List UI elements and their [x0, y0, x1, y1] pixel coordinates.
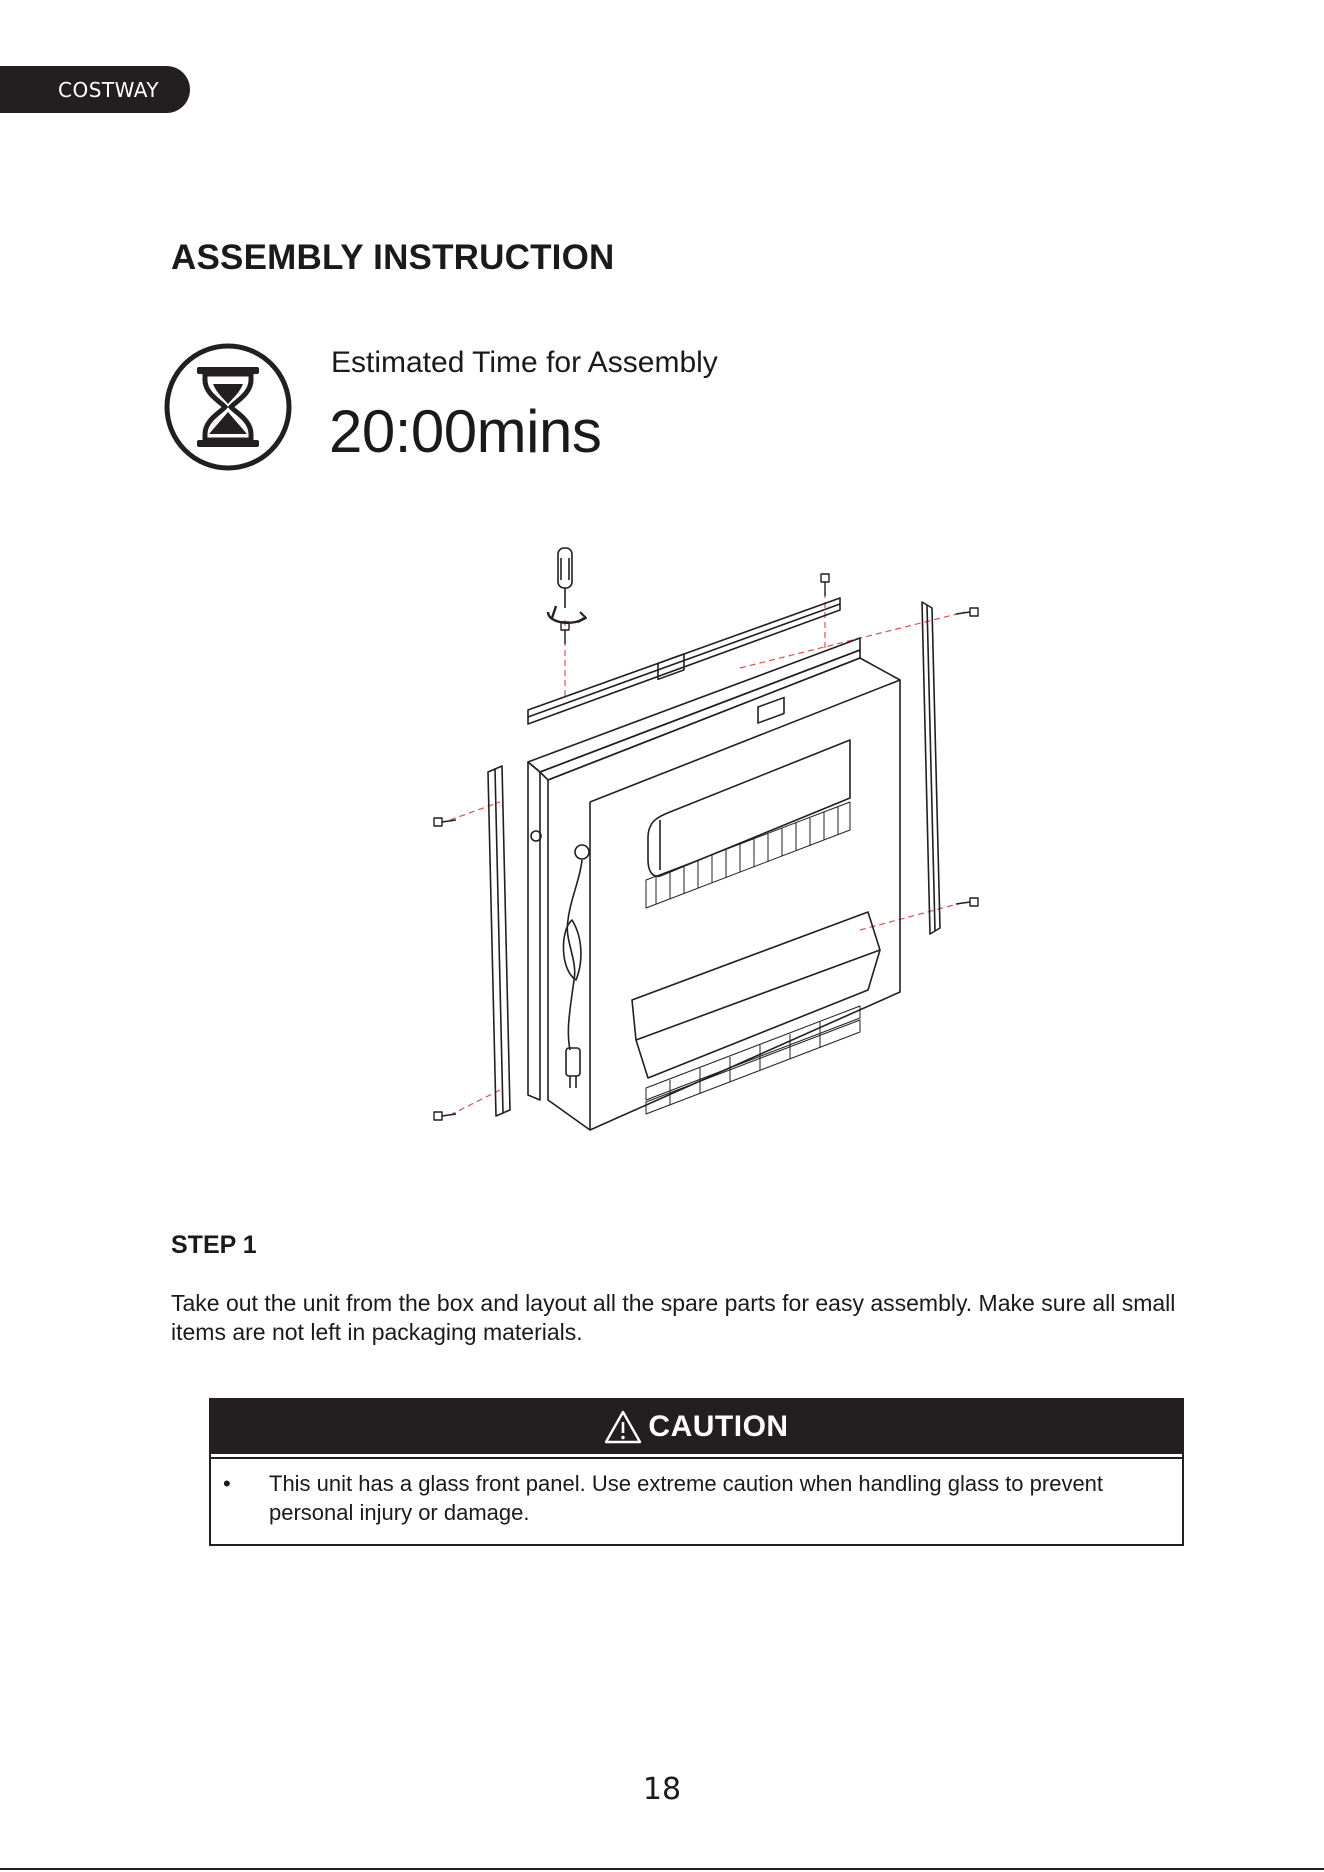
- estimate-label: Estimated Time for Assembly: [331, 346, 718, 379]
- bullet: •: [223, 1471, 231, 1496]
- bottom-rule: [0, 1868, 1324, 1870]
- caution-title: CAUTION: [648, 1410, 789, 1443]
- warning-triangle-icon: [604, 1410, 642, 1444]
- page-title: ASSEMBLY INSTRUCTION: [171, 238, 615, 277]
- caution-text: This unit has a glass front panel. Use extreme caution when handling glass to prevent personal injury or damage.: [269, 1471, 1104, 1525]
- step-title: STEP 1: [171, 1231, 257, 1259]
- hourglass-icon: [163, 342, 293, 472]
- brand-logo: [0, 66, 190, 113]
- estimate-value: 20:00mins: [329, 398, 602, 465]
- caution-box: [209, 1398, 1184, 1546]
- fireplace-insert-assembly-diagram: [420, 540, 990, 1140]
- caution-item: [211, 1457, 1182, 1527]
- step-description: Take out the unit from the box and layout all the spare parts for easy assembly. Make sure all small items are not left in packaging materials.: [171, 1290, 1176, 1345]
- brand-logo-text: COSTWAY: [58, 77, 160, 102]
- page-number: 18: [642, 1772, 682, 1807]
- caution-header: [211, 1400, 1182, 1457]
